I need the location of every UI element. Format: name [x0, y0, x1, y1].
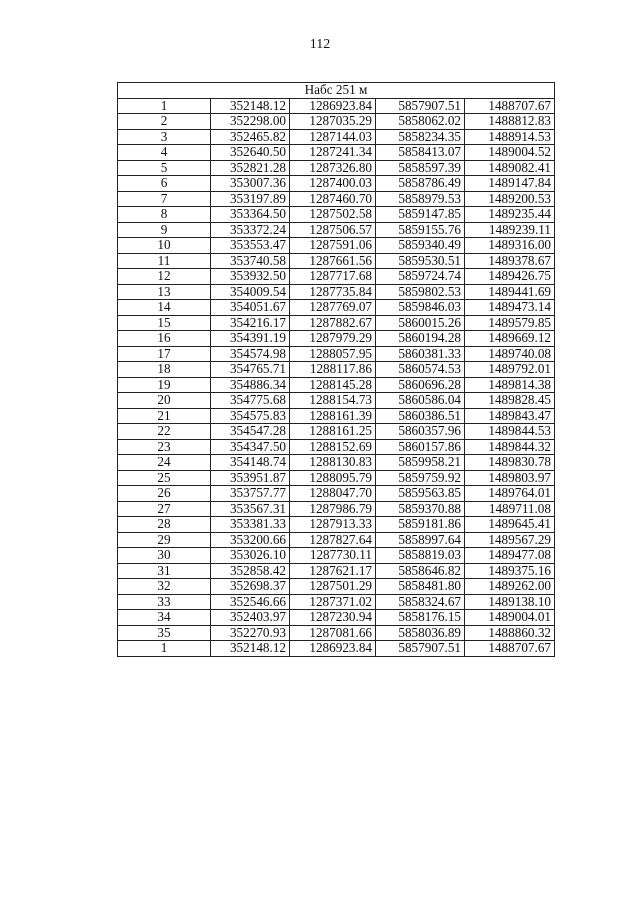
table-row — [118, 610, 555, 626]
y1-cell: 1287661.56 — [290, 253, 376, 269]
y2-cell: 1489792.01 — [465, 362, 555, 378]
y1-cell: 1288057.95 — [290, 346, 376, 362]
x2-cell: 5859530.51 — [376, 253, 465, 269]
table-row — [118, 331, 555, 347]
y2-cell: 1489316.00 — [465, 238, 555, 254]
y2-cell: 1489830.78 — [465, 455, 555, 471]
x1-cell: 354547.28 — [211, 424, 290, 440]
y2-cell: 1489082.41 — [465, 160, 555, 176]
table-row — [118, 145, 555, 161]
x1-cell: 353372.24 — [211, 222, 290, 238]
page-number: 112 — [309, 37, 331, 52]
table-row — [118, 563, 555, 579]
y1-cell: 1287979.29 — [290, 331, 376, 347]
table-row — [118, 160, 555, 176]
table-row — [118, 486, 555, 502]
y1-cell: 1287506.57 — [290, 222, 376, 238]
y2-cell: 1489711.08 — [465, 501, 555, 517]
y1-cell: 1287144.03 — [290, 129, 376, 145]
table-row — [118, 114, 555, 130]
y2-cell: 1489843.47 — [465, 408, 555, 424]
y2-cell: 1489669.12 — [465, 331, 555, 347]
x2-cell: 5859958.21 — [376, 455, 465, 471]
x1-cell: 354216.17 — [211, 315, 290, 331]
x2-cell: 5859155.76 — [376, 222, 465, 238]
x2-cell: 5859181.86 — [376, 517, 465, 533]
x1-cell: 352465.82 — [211, 129, 290, 145]
y2-cell: 1489473.14 — [465, 300, 555, 316]
x1-cell: 352270.93 — [211, 625, 290, 641]
x1-cell: 354575.83 — [211, 408, 290, 424]
table-row — [118, 346, 555, 362]
point-number-cell: 2 — [118, 114, 211, 130]
x1-cell: 352698.37 — [211, 579, 290, 595]
x2-cell: 5860194.28 — [376, 331, 465, 347]
point-number-cell: 27 — [118, 501, 211, 517]
y2-cell: 1489477.08 — [465, 548, 555, 564]
table-row — [118, 207, 555, 223]
y2-cell: 1489814.38 — [465, 377, 555, 393]
point-number-cell: 5 — [118, 160, 211, 176]
x2-cell: 5860381.33 — [376, 346, 465, 362]
y2-cell: 1489378.67 — [465, 253, 555, 269]
y2-cell: 1489147.84 — [465, 176, 555, 192]
y2-cell: 1489239.11 — [465, 222, 555, 238]
y1-cell: 1286923.84 — [290, 641, 376, 657]
point-number-cell: 7 — [118, 191, 211, 207]
table-row — [118, 641, 555, 657]
y1-cell: 1287591.06 — [290, 238, 376, 254]
x2-cell: 5858597.39 — [376, 160, 465, 176]
y1-cell: 1286923.84 — [290, 98, 376, 114]
y2-cell: 1488707.67 — [465, 641, 555, 657]
x2-cell: 5859147.85 — [376, 207, 465, 223]
x2-cell: 5860386.51 — [376, 408, 465, 424]
table-row — [118, 222, 555, 238]
x2-cell: 5858997.64 — [376, 532, 465, 548]
point-number-cell: 1 — [118, 641, 211, 657]
table-title-row — [118, 83, 555, 99]
x1-cell: 352403.97 — [211, 610, 290, 626]
table-row — [118, 439, 555, 455]
y2-cell: 1488860.32 — [465, 625, 555, 641]
point-number-cell: 31 — [118, 563, 211, 579]
y1-cell: 1287230.94 — [290, 610, 376, 626]
y1-cell: 1288161.25 — [290, 424, 376, 440]
x2-cell: 5857907.51 — [376, 98, 465, 114]
x2-cell: 5858819.03 — [376, 548, 465, 564]
table-row — [118, 191, 555, 207]
y1-cell: 1287081.66 — [290, 625, 376, 641]
x2-cell: 5860696.28 — [376, 377, 465, 393]
y1-cell: 1287827.64 — [290, 532, 376, 548]
y1-cell: 1288154.73 — [290, 393, 376, 409]
y1-cell: 1288161.39 — [290, 408, 376, 424]
point-number-cell: 18 — [118, 362, 211, 378]
x1-cell: 352858.42 — [211, 563, 290, 579]
table-row — [118, 176, 555, 192]
y2-cell: 1489200.53 — [465, 191, 555, 207]
x2-cell: 5858481.80 — [376, 579, 465, 595]
y2-cell: 1489579.85 — [465, 315, 555, 331]
y2-cell: 1489740.08 — [465, 346, 555, 362]
x2-cell: 5858979.53 — [376, 191, 465, 207]
table-row — [118, 393, 555, 409]
y1-cell: 1287769.07 — [290, 300, 376, 316]
y1-cell: 1288095.79 — [290, 470, 376, 486]
y1-cell: 1287326.80 — [290, 160, 376, 176]
coordinates-table — [117, 82, 555, 657]
table-row — [118, 594, 555, 610]
x1-cell: 352148.12 — [211, 98, 290, 114]
y1-cell: 1287371.02 — [290, 594, 376, 610]
table-row — [118, 625, 555, 641]
x2-cell: 5858062.02 — [376, 114, 465, 130]
y2-cell: 1489844.32 — [465, 439, 555, 455]
y2-cell: 1489004.52 — [465, 145, 555, 161]
table-row — [118, 269, 555, 285]
point-number-cell: 23 — [118, 439, 211, 455]
x1-cell: 353364.50 — [211, 207, 290, 223]
point-number-cell: 9 — [118, 222, 211, 238]
point-number-cell: 29 — [118, 532, 211, 548]
x1-cell: 354148.74 — [211, 455, 290, 471]
point-number-cell: 3 — [118, 129, 211, 145]
point-number-cell: 1 — [118, 98, 211, 114]
x2-cell: 5860586.04 — [376, 393, 465, 409]
table-title: Набс 251 м — [118, 83, 555, 99]
table-row — [118, 253, 555, 269]
point-number-cell: 19 — [118, 377, 211, 393]
point-number-cell: 6 — [118, 176, 211, 192]
x2-cell: 5859724.74 — [376, 269, 465, 285]
y1-cell: 1287986.79 — [290, 501, 376, 517]
y2-cell: 1489138.10 — [465, 594, 555, 610]
point-number-cell: 25 — [118, 470, 211, 486]
y1-cell: 1287621.17 — [290, 563, 376, 579]
y1-cell: 1287400.03 — [290, 176, 376, 192]
y2-cell: 1489828.45 — [465, 393, 555, 409]
y2-cell: 1489426.75 — [465, 269, 555, 285]
x2-cell: 5859802.53 — [376, 284, 465, 300]
table-row — [118, 470, 555, 486]
point-number-cell: 24 — [118, 455, 211, 471]
x1-cell: 352546.66 — [211, 594, 290, 610]
table-row — [118, 129, 555, 145]
x2-cell: 5857907.51 — [376, 641, 465, 657]
y2-cell: 1488914.53 — [465, 129, 555, 145]
point-number-cell: 20 — [118, 393, 211, 409]
point-number-cell: 10 — [118, 238, 211, 254]
table-row — [118, 238, 555, 254]
table-row — [118, 408, 555, 424]
x2-cell: 5860357.96 — [376, 424, 465, 440]
x2-cell: 5860574.53 — [376, 362, 465, 378]
x2-cell: 5859340.49 — [376, 238, 465, 254]
x1-cell: 354574.98 — [211, 346, 290, 362]
table-row — [118, 300, 555, 316]
point-number-cell: 15 — [118, 315, 211, 331]
y1-cell: 1287502.58 — [290, 207, 376, 223]
x2-cell: 5858324.67 — [376, 594, 465, 610]
point-number-cell: 21 — [118, 408, 211, 424]
y1-cell: 1288130.83 — [290, 455, 376, 471]
y2-cell: 1489764.01 — [465, 486, 555, 502]
point-number-cell: 12 — [118, 269, 211, 285]
point-number-cell: 11 — [118, 253, 211, 269]
y2-cell: 1489567.29 — [465, 532, 555, 548]
y1-cell: 1287241.34 — [290, 145, 376, 161]
point-number-cell: 35 — [118, 625, 211, 641]
y1-cell: 1287460.70 — [290, 191, 376, 207]
y2-cell: 1489645.41 — [465, 517, 555, 533]
x1-cell: 352821.28 — [211, 160, 290, 176]
x1-cell: 353026.10 — [211, 548, 290, 564]
y1-cell: 1287913.33 — [290, 517, 376, 533]
x1-cell: 353381.33 — [211, 517, 290, 533]
x1-cell: 352148.12 — [211, 641, 290, 657]
x1-cell: 354765.71 — [211, 362, 290, 378]
point-number-cell: 34 — [118, 610, 211, 626]
table-row — [118, 548, 555, 564]
y1-cell: 1288047.70 — [290, 486, 376, 502]
point-number-cell: 14 — [118, 300, 211, 316]
table-row — [118, 284, 555, 300]
table-row — [118, 455, 555, 471]
point-number-cell: 16 — [118, 331, 211, 347]
x1-cell: 354051.67 — [211, 300, 290, 316]
y2-cell: 1488707.67 — [465, 98, 555, 114]
y2-cell: 1489004.01 — [465, 610, 555, 626]
table-row — [118, 98, 555, 114]
x1-cell: 354775.68 — [211, 393, 290, 409]
table-row — [118, 424, 555, 440]
y1-cell: 1287035.29 — [290, 114, 376, 130]
x2-cell: 5860015.26 — [376, 315, 465, 331]
x1-cell: 353740.58 — [211, 253, 290, 269]
x1-cell: 353007.36 — [211, 176, 290, 192]
y1-cell: 1287501.29 — [290, 579, 376, 595]
x1-cell: 352298.00 — [211, 114, 290, 130]
x1-cell: 353567.31 — [211, 501, 290, 517]
y2-cell: 1489262.00 — [465, 579, 555, 595]
coordinates-table-body — [118, 83, 555, 657]
x1-cell: 353553.47 — [211, 238, 290, 254]
table-row — [118, 579, 555, 595]
point-number-cell: 8 — [118, 207, 211, 223]
table-row — [118, 377, 555, 393]
point-number-cell: 13 — [118, 284, 211, 300]
x1-cell: 353197.89 — [211, 191, 290, 207]
point-number-cell: 26 — [118, 486, 211, 502]
x2-cell: 5859563.85 — [376, 486, 465, 502]
x2-cell: 5858176.15 — [376, 610, 465, 626]
y1-cell: 1287882.67 — [290, 315, 376, 331]
table-row — [118, 517, 555, 533]
x2-cell: 5859370.88 — [376, 501, 465, 517]
x1-cell: 353757.77 — [211, 486, 290, 502]
x1-cell: 354347.50 — [211, 439, 290, 455]
y2-cell: 1489375.16 — [465, 563, 555, 579]
point-number-cell: 32 — [118, 579, 211, 595]
x1-cell: 354391.19 — [211, 331, 290, 347]
y1-cell: 1287717.68 — [290, 269, 376, 285]
x2-cell: 5859759.92 — [376, 470, 465, 486]
point-number-cell: 33 — [118, 594, 211, 610]
x1-cell: 353932.50 — [211, 269, 290, 285]
x2-cell: 5859846.03 — [376, 300, 465, 316]
y2-cell: 1489844.53 — [465, 424, 555, 440]
x2-cell: 5858786.49 — [376, 176, 465, 192]
x2-cell: 5858646.82 — [376, 563, 465, 579]
point-number-cell: 28 — [118, 517, 211, 533]
x1-cell: 352640.50 — [211, 145, 290, 161]
y1-cell: 1287735.84 — [290, 284, 376, 300]
x1-cell: 354009.54 — [211, 284, 290, 300]
table-row — [118, 501, 555, 517]
y2-cell: 1489803.97 — [465, 470, 555, 486]
table-row — [118, 532, 555, 548]
x2-cell: 5858413.07 — [376, 145, 465, 161]
y1-cell: 1287730.11 — [290, 548, 376, 564]
x1-cell: 354886.34 — [211, 377, 290, 393]
y2-cell: 1488812.83 — [465, 114, 555, 130]
y1-cell: 1288117.86 — [290, 362, 376, 378]
y1-cell: 1288152.69 — [290, 439, 376, 455]
point-number-cell: 17 — [118, 346, 211, 362]
y2-cell: 1489441.69 — [465, 284, 555, 300]
x1-cell: 353951.87 — [211, 470, 290, 486]
y2-cell: 1489235.44 — [465, 207, 555, 223]
point-number-cell: 30 — [118, 548, 211, 564]
table-row — [118, 362, 555, 378]
table-row — [118, 315, 555, 331]
point-number-cell: 22 — [118, 424, 211, 440]
x2-cell: 5858234.35 — [376, 129, 465, 145]
x2-cell: 5858036.89 — [376, 625, 465, 641]
x2-cell: 5860157.86 — [376, 439, 465, 455]
x1-cell: 353200.66 — [211, 532, 290, 548]
point-number-cell: 4 — [118, 145, 211, 161]
y1-cell: 1288145.28 — [290, 377, 376, 393]
